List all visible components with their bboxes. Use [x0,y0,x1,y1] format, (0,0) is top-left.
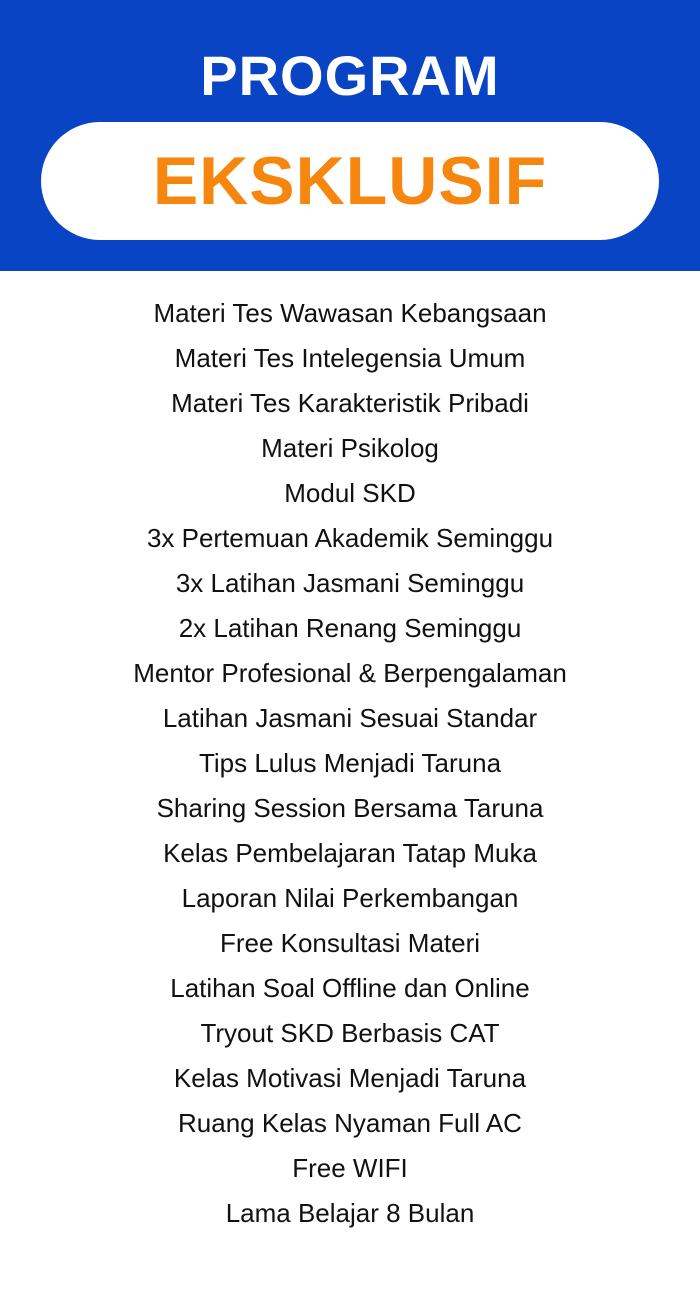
feature-item: Free Konsultasi Materi [219,928,481,958]
feature-item: Kelas Motivasi Menjadi Taruna [173,1063,527,1093]
feature-item: Tips Lulus Menjadi Taruna [198,748,502,778]
feature-item: 3x Latihan Jasmani Seminggu [175,568,525,598]
feature-item: Materi Psikolog [261,433,439,463]
feature-item: Modul SKD [284,478,416,508]
feature-item: Materi Tes Wawasan Kebangsaan [153,298,547,328]
feature-item: Ruang Kelas Nyaman Full AC [178,1108,522,1138]
feature-item: Latihan Jasmani Sesuai Standar [162,703,538,733]
feature-item: Free WIFI [292,1153,408,1183]
feature-item: Mentor Profesional & Berpengalaman [133,658,567,688]
feature-item: Latihan Soal Offline dan Online [170,973,530,1003]
feature-list [0,291,700,1236]
program-title: PROGRAM [200,44,500,107]
feature-item: 3x Pertemuan Akademik Seminggu [146,523,554,553]
feature-item: Kelas Pembelajaran Tatap Muka [163,838,537,868]
feature-item: Materi Tes Intelegensia Umum [174,343,526,373]
feature-item: Tryout SKD Berbasis CAT [200,1018,500,1048]
feature-item: Laporan Nilai Perkembangan [181,883,519,913]
exclusive-badge [41,122,659,240]
feature-item: Lama Belajar 8 Bulan [225,1198,475,1228]
feature-item: Materi Tes Karakteristik Pribadi [171,388,529,418]
header-banner [0,0,700,271]
feature-item: 2x Latihan Renang Seminggu [178,613,522,643]
feature-item: Sharing Session Bersama Taruna [156,793,544,823]
exclusive-badge-text: EKSKLUSIF [152,143,548,219]
